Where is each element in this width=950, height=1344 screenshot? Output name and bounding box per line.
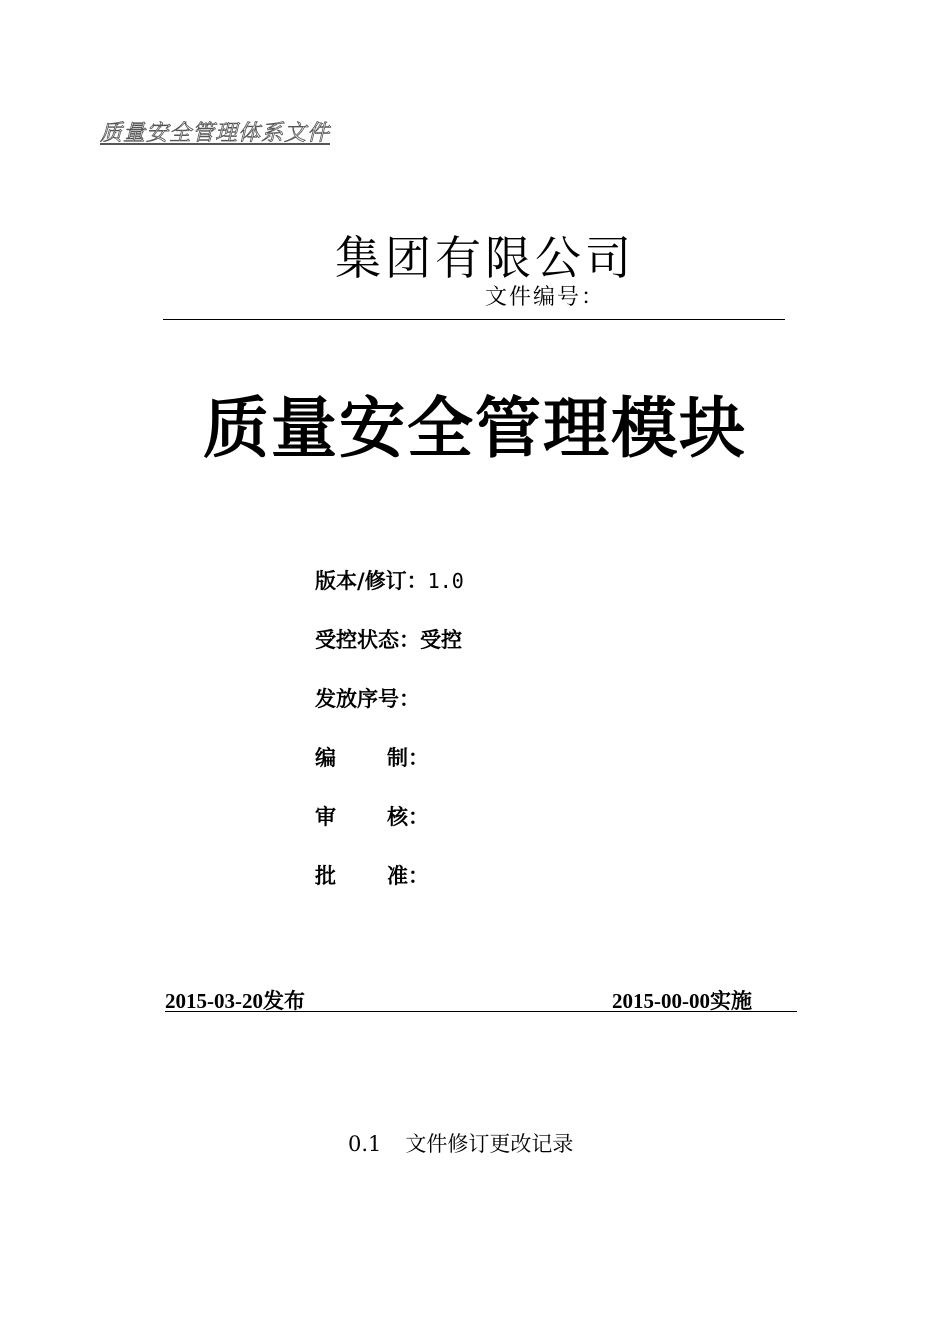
revision-section-number: 0.1 xyxy=(348,1132,382,1156)
revision-record-heading xyxy=(348,1128,573,1158)
control-status-row xyxy=(315,624,462,654)
effective-date: 2015-00-00实施 xyxy=(612,989,752,1013)
version-label: 版本/修订： xyxy=(315,568,428,593)
header-divider xyxy=(163,319,785,320)
header-system-title: 质量安全管理体系文件 xyxy=(100,121,331,146)
issue-number-row xyxy=(315,683,420,713)
reviewed-label-second: 核： xyxy=(387,804,429,829)
approved-label-second: 准： xyxy=(387,863,429,888)
control-status-value: 受控 xyxy=(420,627,462,652)
reviewed-label-first: 审 xyxy=(315,804,336,829)
approved-by-row xyxy=(315,860,429,890)
prepared-label-first: 编 xyxy=(315,745,336,770)
company-name: 集团有限公司 xyxy=(335,231,635,285)
publication-dates-line xyxy=(165,985,797,1012)
reviewed-by-row xyxy=(315,801,429,831)
prepared-by-row xyxy=(315,742,429,772)
revision-section-title: 文件修订更改记录 xyxy=(405,1132,574,1156)
prepared-label-second: 制： xyxy=(387,745,429,770)
control-status-label: 受控状态： xyxy=(315,627,420,652)
doc-number-label: 文件编号： xyxy=(485,285,606,310)
version-value: 1.0 xyxy=(427,569,464,593)
issue-number-label: 发放序号： xyxy=(315,686,420,711)
approved-label-first: 批 xyxy=(315,863,336,888)
published-date: 2015-03-20发布 xyxy=(165,989,305,1013)
version-row xyxy=(315,565,464,595)
main-title: 质量安全管理模块 xyxy=(203,390,747,467)
